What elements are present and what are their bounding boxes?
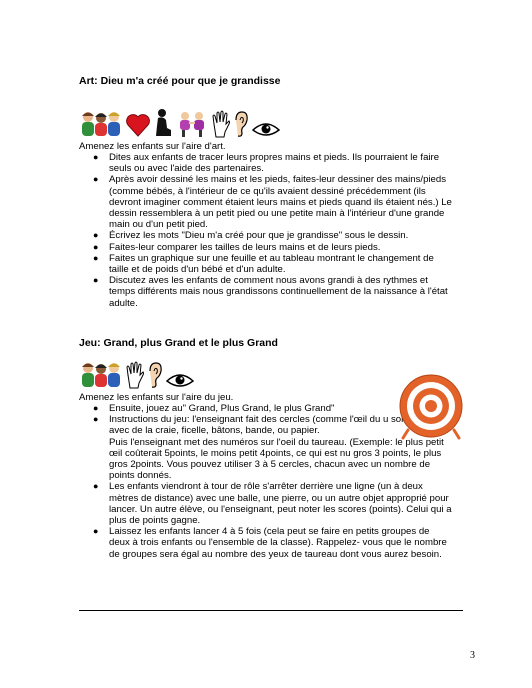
section-intro-game: Amenez les enfants sur l'aire du jeu. (79, 392, 234, 403)
list-item: ● Instructions du jeu: l'enseignant fait des cercles (comme l'œil du u sol avec de la craie, ficelle, bâtons, bande, ou papier. Puis l'enseignant met des numéros sur l'oeil du taureau. (Exemple: le plus petit œil coûterait 5points, le moins petit 4points, ce qui est nu gros 3 points, le plus gros 2points. Vous pouvez utiliser 3 à 5 cercles, chacun avec un nombre de points donnés. (93, 414, 444, 482)
section-title-game: Jeu: Grand, plus Grand et le plus Grand (79, 337, 278, 349)
list-item: ● Après avoir dessiné les mains et les pieds, faites-leur dessiner des mains/pieds (comme bébés, à l'intérieur de ce qu'ils avaient dessiné précédemment (ils devront imaginer comment étaient leurs mains et pieds quand ils étaient nés.) Le dessin ressemblera à un petit pied ou une petite main à l'intérieur d'une grande main ou d'un petit pied. (93, 174, 452, 231)
section-intro-art: Amenez les enfants sur l'aire d'art. (79, 141, 226, 152)
page-number: 3 (470, 650, 475, 661)
list-item: ● Faites un graphique sur une feuille et au tableau montrant le changement de taille et de poids d'un bébé et d'un adulte. (93, 252, 434, 276)
list-item: ● Ensuite, jouez au" Grand, Plus Grand, le plus Grand" (93, 403, 335, 414)
ear-icon (233, 110, 249, 138)
bullet-list-art (79, 152, 489, 309)
bullseye-target-icon (396, 372, 466, 442)
children-group-icon (79, 108, 123, 138)
list-item: ● Les enfants viendront à tour de rôle s'arrêter derrière une ligne (un à deux mètres de distance) avec une balle, une pierre, ou un autre objet approprié pour lancer. Un autre élève, ou l'enseignant, peut noter les scores (points). Celui qui a plus de points gagne. (93, 481, 452, 527)
hand-icon (125, 361, 145, 389)
eye-icon (251, 120, 281, 138)
activity-icons-art (79, 108, 281, 138)
list-item: ● Dites aux enfants de tracer leurs propres mains et pieds. Ils pourraient le faire seuls ou avec l'aide des partenaires. (93, 152, 440, 175)
kneeling-prayer-icon (153, 108, 173, 138)
heart-icon (125, 112, 151, 138)
footer-divider (79, 610, 463, 611)
activity-icons-game (79, 359, 195, 389)
children-hugging-icon (175, 110, 209, 138)
list-item: ● Faites-leur comparer les tailles de leurs mains et de leurs pieds. (93, 241, 381, 253)
children-group-icon (79, 359, 123, 389)
list-item: ● Écrivez les mots "Dieu m'a créé pour que je grandisse" sous le dessin. (93, 230, 409, 242)
list-item: ● Discutez aves les enfants de comment nous avons grandi à des rythmes et temps différents mais nous grandissons continuellement de la naissance à l'état adulte. (93, 275, 448, 309)
hand-icon (211, 110, 231, 138)
section-title-art: Art: Dieu m'a créé pour que je grandisse (79, 75, 281, 87)
ear-icon (147, 361, 163, 389)
list-item: ● Laissez les enfants lancer 4 à 5 fois (cela peut se faire en petits groupes de deux à trois enfants ou l'ensemble de la classe). Rappelez- vous que le nombre de groupes sera égal au nombre des yeux de taureau dont vous aurez besoin. (93, 526, 447, 560)
eye-icon (165, 371, 195, 389)
